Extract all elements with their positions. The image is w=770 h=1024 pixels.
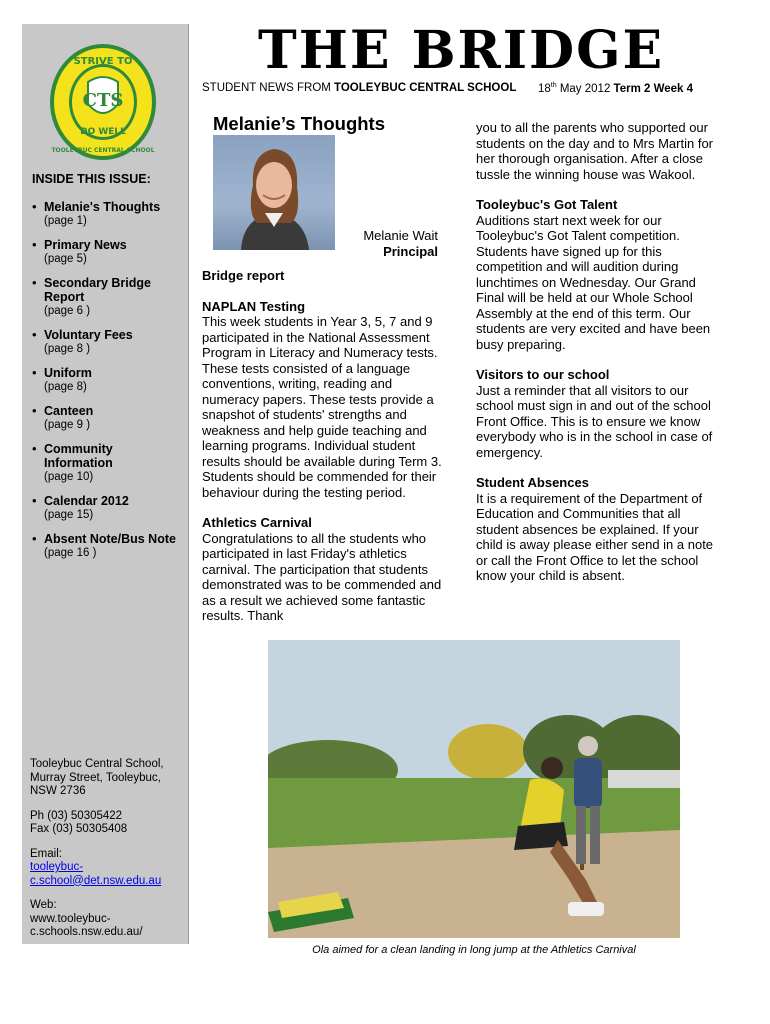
visitors-body: Just a reminder that all visitors to our school must sign in and out of the school Front Office. This is to ensure we know everybody who is in the school in case of emergency. — [476, 382, 713, 460]
toc-item[interactable] — [32, 494, 182, 522]
toc-item[interactable] — [32, 238, 182, 266]
issue-date — [538, 82, 693, 95]
web-label: Web: — [30, 899, 57, 911]
web-address: www.tooleybuc-c.schools.nsw.edu.au/ — [30, 912, 143, 938]
toc-item-title: • Voluntary Fees — [44, 328, 133, 342]
phone-number: Ph (03) 50305422 — [30, 809, 123, 822]
article-title: Melanie’s Thoughts — [213, 113, 385, 134]
long-jump-photo — [268, 640, 680, 938]
subtitle-prefix: STUDENT NEWS FROM — [202, 82, 335, 94]
toc-item-title: • Uniform — [44, 366, 92, 380]
email-link[interactable]: tooleybuc-c.school@det.nsw.edu.au — [30, 861, 162, 887]
bridge-report-heading: Bridge report — [202, 268, 285, 283]
toc-item-page: (page 16 ) — [44, 547, 97, 559]
toc-item-page: (page 10) — [44, 471, 94, 483]
logo-monogram: CTS — [82, 90, 124, 111]
toc-item-page: (page 9 ) — [44, 419, 91, 431]
sidebar — [22, 24, 189, 944]
logo-motto-top: STRIVE TO — [73, 56, 133, 67]
toc-item[interactable] — [32, 276, 182, 318]
newsletter-title: THE BRIDGE — [258, 20, 665, 81]
talent-heading: Tooleybuc's Got Talent — [476, 197, 618, 212]
visitors-heading: Visitors to our school — [476, 367, 610, 382]
logo-school-name: TOOLEYBUC CENTRAL SCHOOL — [51, 147, 155, 154]
author-name: Melanie Wait — [363, 228, 438, 243]
school-address: Tooleybuc Central School, Murray Street, Tooleybuc, NSW 2736 — [30, 758, 164, 797]
date-suffix: th — [550, 82, 557, 89]
author-caption — [340, 228, 438, 260]
table-of-contents — [32, 200, 182, 570]
toc-item-title: • Community Information — [44, 442, 113, 470]
photo-illustration — [268, 640, 680, 938]
photo-caption: Ola aimed for a clean landing in long jump at the Athletics Carnival — [312, 944, 636, 956]
toc-item-page: (page 15) — [44, 509, 94, 521]
toc-item[interactable] — [32, 532, 182, 560]
article-column-left — [202, 268, 452, 624]
date-rest: May 2012 — [556, 82, 614, 95]
masthead-subline — [202, 82, 702, 94]
toc-item-page: (page 8) — [44, 381, 87, 393]
toc-item-title: • Secondary Bridge Report — [44, 276, 151, 304]
contact-block — [30, 758, 190, 951]
fax-number: Fax (03) 50305408 — [30, 823, 128, 835]
inside-issue-title: INSIDE THIS ISSUE: — [32, 172, 151, 186]
toc-item-page: (page 5) — [44, 253, 87, 265]
author-role: Principal — [383, 244, 438, 259]
school-crest-logo — [48, 42, 158, 162]
toc-item-title: • Canteen — [44, 404, 94, 418]
date-day: 18 — [538, 82, 551, 95]
toc-item[interactable] — [32, 200, 182, 228]
athletics-body-continued: you to all the parents who supported our students on the day and to Mrs Martin for her thorough organisation. After a close tussle the winning house was Wakool. — [476, 120, 714, 182]
toc-item-title: • Calendar 2012 — [44, 494, 129, 508]
athletics-heading: Athletics Carnival — [202, 515, 312, 530]
talent-body: Auditions start next week for our Tooleybuc's Got Talent competition. Students have signed up for this competition and will audition during lunchtimes on Wednesday. Our Grand Final will be held at our Whole School Assembly at the end of this term. Our students are very excited and have been busy preparing. — [476, 212, 711, 352]
toc-item[interactable] — [32, 366, 182, 394]
logo-motto-bottom: DO WELL — [80, 127, 126, 137]
principal-portrait — [213, 135, 335, 250]
athletics-body: Congratulations to all the students who participated in last Friday's athletics carnival. The participation that students demonstrated was to be commended and as a result we achieved some fantastic results. Thank — [202, 530, 442, 623]
email-label: Email: — [30, 847, 62, 860]
toc-item-title: • Primary News — [44, 238, 127, 252]
school-name: TOOLEYBUC CENTRAL SCHOOL — [334, 82, 517, 94]
toc-item[interactable] — [32, 404, 182, 432]
toc-item-page: (page 8 ) — [44, 343, 91, 355]
absences-body: It is a requirement of the Department of Education and Communities that all student absences be explained. If your child is away please either send in a note or call the Front Office to let the school know your child is absent. — [476, 490, 714, 583]
term-week: Term 2 Week 4 — [613, 82, 694, 95]
article-column-right — [476, 120, 726, 584]
absences-heading: Student Absences — [476, 475, 589, 490]
toc-item[interactable] — [32, 442, 182, 484]
toc-item-page: (page 6 ) — [44, 305, 91, 317]
toc-item[interactable] — [32, 328, 182, 356]
naplan-body: This week students in Year 3, 5, 7 and 9 participated in the National Assessment Program in Literacy and Numeracy tests. These tests consisted of a language conventions, writing, reading and numeracy papers. These tests provide a snapshot of students' strengths and weakness and help guide teaching and learning programs. Individual student results should be available during Term 3. Students should be commended for their behaviour during the testing period. — [202, 314, 442, 500]
portrait-illustration — [213, 135, 335, 250]
toc-item-title: • Absent Note/Bus Note — [44, 532, 176, 546]
toc-item-title: • Melanie's Thoughts — [44, 200, 161, 214]
toc-item-page: (page 1) — [44, 215, 87, 227]
naplan-heading: NAPLAN Testing — [202, 298, 306, 314]
